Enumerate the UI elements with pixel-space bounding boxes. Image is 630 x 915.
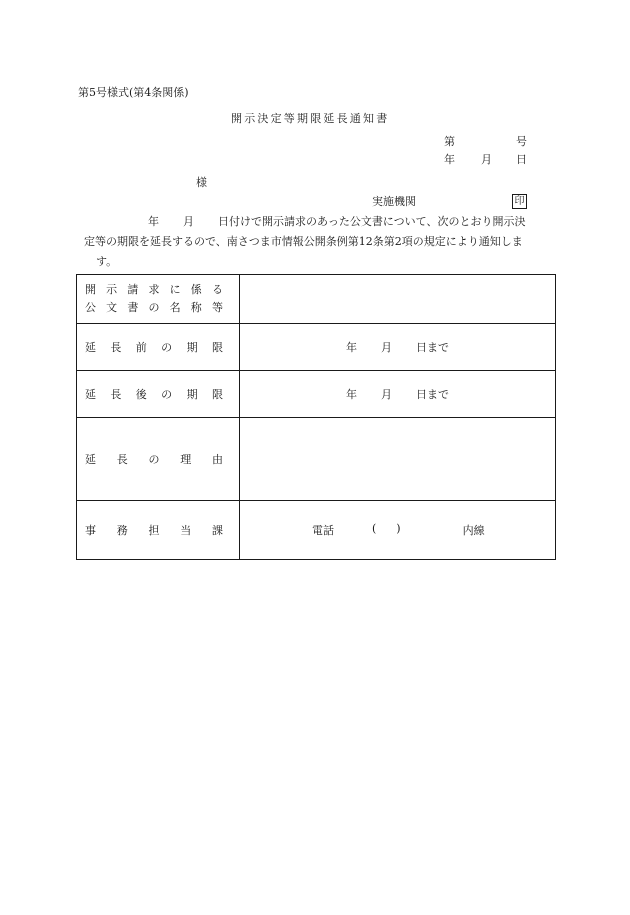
label-char: 当 xyxy=(180,524,192,537)
label-char: 書 xyxy=(127,301,139,314)
seal-mark: 印 xyxy=(512,194,527,209)
label-char: 称 xyxy=(190,301,202,314)
label-char: 開 xyxy=(85,283,96,296)
label-char: 示 xyxy=(106,283,118,296)
label-char: 務 xyxy=(116,524,128,537)
responsible-section-label xyxy=(77,501,240,560)
before-month: 月 xyxy=(381,341,392,354)
doc-number-prefix: 第 xyxy=(444,135,455,148)
before-until: 日まで xyxy=(416,341,449,354)
label-char: の xyxy=(161,341,173,354)
agency-label: 実施機関 xyxy=(372,195,416,208)
responsible-section-value[interactable] xyxy=(240,501,556,560)
label-char: 係 xyxy=(190,283,202,296)
date-year: 年 xyxy=(444,153,455,166)
requested-document-value[interactable] xyxy=(240,275,556,324)
label-char: 事 xyxy=(85,524,96,537)
extension-reason-label xyxy=(77,418,240,501)
body-line-1 xyxy=(84,212,559,232)
deadline-before-label xyxy=(77,324,240,371)
label-char: 延 xyxy=(85,341,96,354)
label-char: 公 xyxy=(85,301,96,314)
date-day: 日 xyxy=(516,153,527,166)
form-number: 第5号様式(第4条関係) xyxy=(78,86,189,99)
label-char: 期 xyxy=(186,388,198,401)
label-char: 理 xyxy=(180,453,192,466)
label-char: 求 xyxy=(148,283,160,296)
label-char: 名 xyxy=(169,301,181,314)
doc-number-suffix: 号 xyxy=(516,135,527,148)
date-month: 月 xyxy=(481,153,492,166)
label-char: 限 xyxy=(211,388,223,401)
label-char: 長 xyxy=(110,341,122,354)
after-until: 日まで xyxy=(416,388,449,401)
table-row xyxy=(77,324,556,371)
phone-label: 電話 xyxy=(312,524,334,537)
body-line-2: 定等の期限を延長するので、南さつま市情報公開条例第12条第2項の規定により通知しま xyxy=(84,235,523,248)
label-char: る xyxy=(211,283,223,296)
phone-open-paren: ( xyxy=(372,522,377,535)
label-char: の xyxy=(161,388,173,401)
label-char: 課 xyxy=(212,524,223,537)
label-char: 後 xyxy=(135,388,147,401)
table-row xyxy=(77,418,556,501)
label-char: 文 xyxy=(106,301,118,314)
extension-label: 内線 xyxy=(462,524,485,537)
after-year: 年 xyxy=(346,388,357,401)
table-row xyxy=(77,275,556,324)
label-char: 由 xyxy=(212,453,223,466)
deadline-after-label xyxy=(77,371,240,418)
extension-reason-value[interactable] xyxy=(240,418,556,501)
body-line-1-text: 日付けで開示請求のあった公文書について、次のとおり開示決 xyxy=(218,215,526,228)
label-char: 限 xyxy=(211,341,223,354)
body-month: 月 xyxy=(183,215,194,228)
phone-close-paren: ) xyxy=(396,522,401,535)
requested-document-label xyxy=(77,275,240,324)
notice-table xyxy=(76,274,556,560)
label-char: の xyxy=(148,453,160,466)
label-char: 延 xyxy=(85,388,96,401)
label-char: 前 xyxy=(135,341,147,354)
label-char: 長 xyxy=(116,453,128,466)
label-char: 等 xyxy=(211,301,223,314)
label-char: 請 xyxy=(127,283,139,296)
after-month: 月 xyxy=(381,388,392,401)
label-char: に xyxy=(169,283,181,296)
notice-body xyxy=(84,212,559,272)
deadline-before-value[interactable] xyxy=(240,324,556,371)
table-row xyxy=(77,501,556,560)
label-char: 長 xyxy=(110,388,122,401)
document-title: 開示決定等期限延長通知書 xyxy=(231,112,390,125)
deadline-after-value[interactable] xyxy=(240,371,556,418)
label-char: 延 xyxy=(85,453,96,466)
table-row xyxy=(77,371,556,418)
body-year: 年 xyxy=(148,215,159,228)
label-char: 担 xyxy=(148,524,160,537)
label-char: の xyxy=(148,301,160,314)
addressee-suffix: 様 xyxy=(196,176,207,189)
body-line-3: す。 xyxy=(96,255,118,268)
label-char: 期 xyxy=(186,341,198,354)
before-year: 年 xyxy=(346,341,357,354)
